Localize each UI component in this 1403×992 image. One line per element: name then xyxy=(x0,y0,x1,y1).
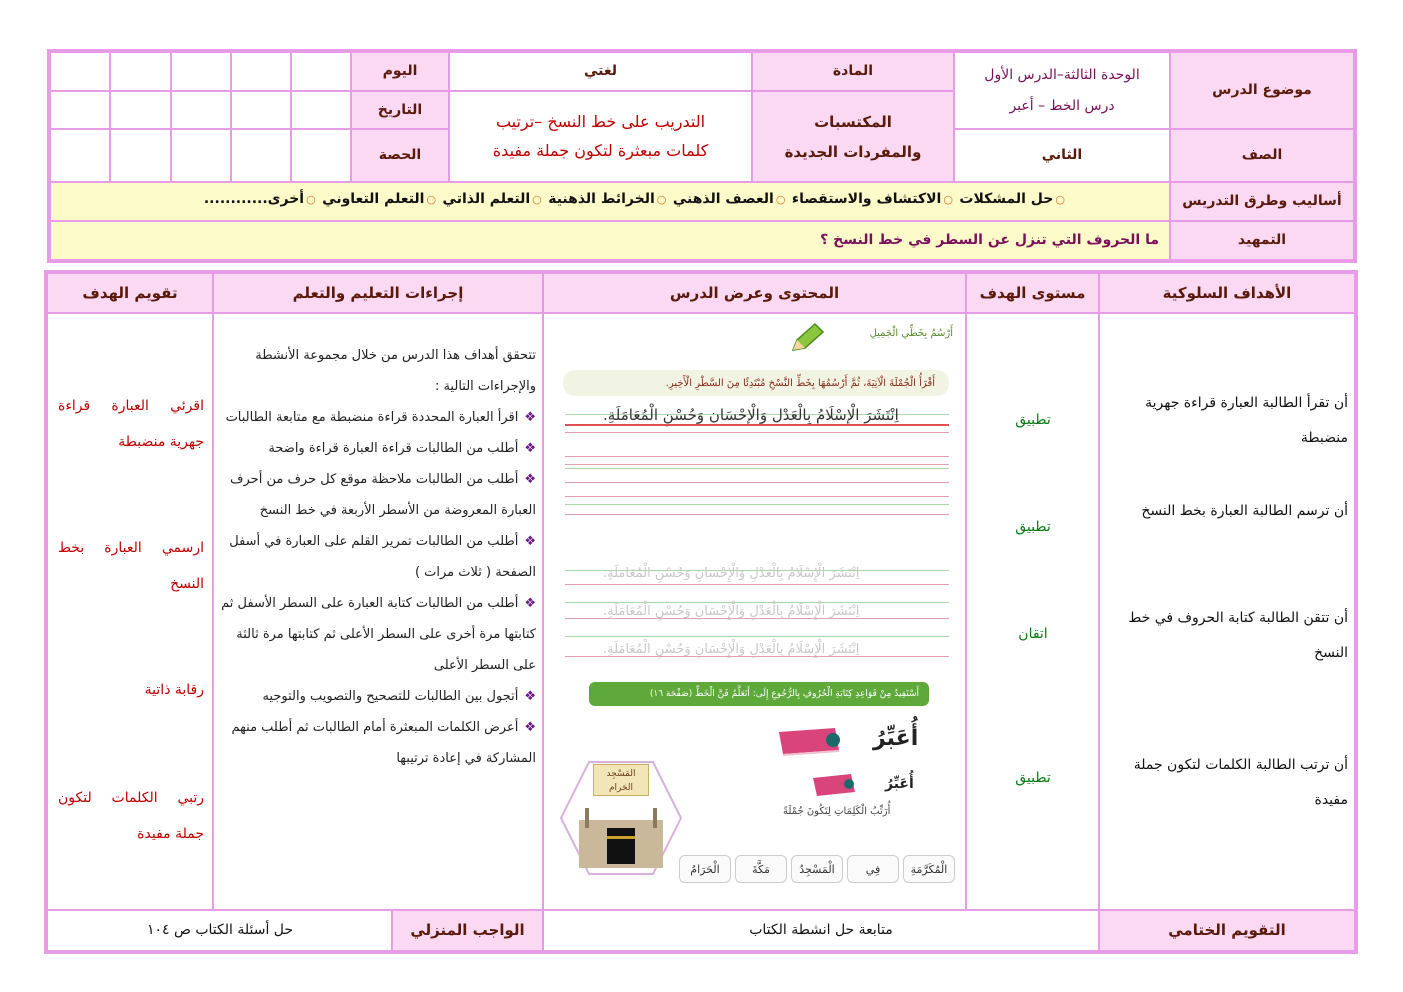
word-box: مَكَّةَ xyxy=(735,855,787,883)
empty-cell xyxy=(171,129,231,182)
procedure-item: ❖أطلب من الطالبات تمرير القلم على العبارة في أسفل الصفحة ( ثلاث مرات ) xyxy=(229,534,536,580)
guide-line xyxy=(565,482,949,483)
guide-line xyxy=(565,432,949,433)
method-item: التعلم الذاتي xyxy=(442,191,531,207)
period-label: الحصة xyxy=(351,129,449,182)
textbook-page xyxy=(553,318,959,885)
word-box: الْمَسْجِدُ xyxy=(791,855,843,883)
guide-line xyxy=(565,424,949,426)
level-column xyxy=(966,313,1099,910)
empty-cell xyxy=(50,52,110,91)
subject-label: المادة xyxy=(752,52,954,91)
method-item: حل المشكلات xyxy=(959,191,1054,207)
option-circle-icon: ○ xyxy=(306,193,316,206)
guide-line xyxy=(565,456,949,457)
lesson-topic-label: موضوع الدرس xyxy=(1170,52,1354,129)
method-item: العصف الذهني xyxy=(672,191,774,207)
express-task: أُرَتِّبُ الْكَلِمَاتِ لِتَكُونَ جُمْلَةً xyxy=(783,806,891,817)
lesson-topic-line-2: درس الخط – أعبر xyxy=(1009,97,1115,114)
evaluation-item: رتبي الكلمات لتكون جملة مفيدة xyxy=(58,790,204,842)
diamond-bullet-icon: ❖ xyxy=(524,441,536,456)
vocab-label: المكتسبات والمفردات الجديدة xyxy=(752,91,954,182)
express-title-small: أُعَبِّرُ xyxy=(885,776,914,792)
empty-cell xyxy=(231,52,291,91)
level-item: تطبيق xyxy=(1015,412,1051,428)
method-item: التعلم التعاوني xyxy=(322,191,425,207)
guide-line xyxy=(565,636,949,637)
level-item: اتقان xyxy=(1018,626,1048,642)
diamond-bullet-icon: ❖ xyxy=(524,410,536,425)
guide-line xyxy=(565,514,949,515)
model-sentence: اِنْتَشَرَ الْإِسْلَامُ بِالْعَدْلِ وَالْإِحْسَانِ وَحُسْنِ الْمُعَامَلَةِ. xyxy=(603,406,899,424)
homework-label: الواجب المنزلي xyxy=(392,910,543,951)
vocab-line-1: التدريب على خط النسخ –ترتيب xyxy=(495,111,706,131)
evaluation-header: تقويم الهدف xyxy=(47,273,213,313)
evaluation-item: رقابة ذاتية xyxy=(144,682,204,698)
procedure-item: ❖أطلب من الطالبات كتابة العبارة على السطر الأسفل ثم كتابتها مرة أخرى على السطر الأعلى ثم كتابتها مرة ثالثة على السطر الأعلى xyxy=(221,596,536,673)
book-icon xyxy=(811,770,865,800)
lesson-topic-value xyxy=(954,52,1170,129)
procedure-item: ❖أعرض الكلمات المبعثرة أمام الطالبات ثم أطلب منهم المشاركة في إعادة ترتيبها xyxy=(231,720,536,766)
option-circle-icon: ○ xyxy=(426,193,437,206)
word-box: الْحَرَامُ xyxy=(679,855,731,883)
guide-line xyxy=(565,584,949,585)
evaluation-item: ارسمي العبارة بخط النسخ xyxy=(58,540,204,592)
final-eval-value: متابعة حل انشطة الكتاب xyxy=(543,910,1099,951)
empty-cell xyxy=(291,91,351,129)
empty-cell xyxy=(50,91,110,129)
tip-banner: أَسْتَفِيدُ مِنْ قَوَاعِدِ كِتَابَةِ الْحُرُوفِ بِالرُّجُوعِ إِلَى: أَتَعَلَّمُ فَنَّ الْخَطِّ (صَفْحَة ١٦) xyxy=(589,682,929,706)
empty-cell xyxy=(110,91,171,129)
express-title-big: أُعَبِّرُ xyxy=(873,726,919,751)
option-circle-icon: ○ xyxy=(656,193,667,206)
goal-item: أن تقرأ الطالبة العبارة قراءة جهرية منضبطة xyxy=(1145,395,1348,446)
methods-list xyxy=(204,191,1067,207)
option-circle-icon: ○ xyxy=(943,193,953,206)
pencil-icon xyxy=(787,322,827,354)
subject-value: لغتي xyxy=(449,52,752,91)
level-item: تطبيق xyxy=(1015,519,1051,535)
guide-line xyxy=(565,602,949,603)
goal-item: أن ترسم الطالبة العبارة بخط النسخ xyxy=(1141,503,1348,519)
lesson-topic-line-1: الوحدة الثالثة–الدرس الأول xyxy=(984,66,1140,83)
diamond-bullet-icon: ❖ xyxy=(524,472,536,487)
procedure-item: ❖اقرأ العبارة المحددة قراءة منضبطة مع متابعة الطالبات xyxy=(225,410,536,425)
option-circle-icon: ○ xyxy=(1055,193,1065,206)
word-box: فِي xyxy=(847,855,899,883)
guide-line xyxy=(565,496,949,497)
diamond-bullet-icon: ❖ xyxy=(524,596,536,611)
option-circle-icon: ○ xyxy=(532,193,542,206)
guide-line xyxy=(565,504,949,505)
diamond-bullet-icon: ❖ xyxy=(524,534,536,549)
vocab-line-2: كلمات مبعثرة لتكون جملة مفيدة xyxy=(492,140,709,160)
empty-cell xyxy=(231,91,291,129)
empty-cell xyxy=(291,129,351,182)
grade-value: الثاني xyxy=(954,129,1170,182)
intro-value: ما الحروف التي تنزل عن السطر في خط النسخ ؟ xyxy=(50,221,1170,260)
grade-label: الصف xyxy=(1170,129,1354,182)
methods-label: أساليب وطرق التدريس xyxy=(1170,182,1354,221)
empty-cell xyxy=(50,129,110,182)
guide-line xyxy=(565,464,949,465)
day-label: اليوم xyxy=(351,52,449,91)
guide-line xyxy=(565,618,949,619)
trace-sentence: اِنْتَشَرَ الْإِسْلَامُ بِالْعَدْلِ وَالْإِحْسَانِ وَحُسْنِ الْمُعَامَلَةِ. xyxy=(603,642,860,657)
empty-cell xyxy=(110,129,171,182)
option-circle-icon: ○ xyxy=(775,193,786,206)
evaluation-item: اقرئي العبارة قراءة جهرية منضبطة xyxy=(58,398,204,450)
method-item: الاكتشاف والاستقصاء xyxy=(791,191,942,207)
procedure-item: ❖أطلب من الطالبات ملاحظة موقع كل حرف من أحرف العبارة المعروضة من الأسطر الأربعة في خط النسخ xyxy=(230,472,536,518)
goals-header: الأهداف السلوكية xyxy=(1099,273,1355,313)
empty-cell xyxy=(110,52,171,91)
intro-label: التمهيد xyxy=(1170,221,1354,260)
instruction-banner: أَقْرَأُ الْجُمْلَةَ الْآتِيَةَ، ثُمَّ أَرْسُمُهَا بِخَطِّ النَّسْخِ مُبْتَدِئًا مِنَ السَّطْرِ الْأَخِيرِ. xyxy=(563,370,949,396)
procedure-item: ❖أطلب من الطالبات قراءة العبارة قراءة واضحة xyxy=(268,441,536,456)
goal-item: أن ترتب الطالبة الكلمات لتكون جملة مفيدة xyxy=(1133,757,1348,808)
textbook-title: أَرْسُمُ بِخَطِّي الْجَمِيلِ xyxy=(869,328,953,339)
level-item: تطبيق xyxy=(1015,770,1051,786)
kaaba-label: المَسْجِد الحَرام xyxy=(593,764,649,796)
book-icon xyxy=(775,722,855,758)
diamond-bullet-icon: ❖ xyxy=(524,720,536,735)
empty-cell xyxy=(231,129,291,182)
content-header: المحتوى وعرض الدرس xyxy=(543,273,966,313)
vocab-value xyxy=(449,91,752,182)
procedure-item: ❖أتجول بين الطالبات للتصحيح والتصويب والتوجيه xyxy=(262,689,536,704)
procedures-header: إجراءات التعليم والتعلم xyxy=(213,273,543,313)
homework-value: حل أسئلة الكتاب ص ١٠٤ xyxy=(146,922,294,938)
trace-sentence: اِنْتَشَرَ الْإِسْلَامُ بِالْعَدْلِ وَالْإِحْسَانِ وَحُسْنِ الْمُعَامَلَةِ. xyxy=(603,604,860,619)
level-header: مستوى الهدف xyxy=(966,273,1099,313)
diamond-bullet-icon: ❖ xyxy=(524,689,536,704)
procedures-list xyxy=(220,340,536,774)
method-item: أخرى............ xyxy=(203,191,305,207)
final-eval-label: التقويم الختامي xyxy=(1099,910,1355,951)
empty-cell xyxy=(171,91,231,129)
date-label: التاريخ xyxy=(351,91,449,129)
guide-line xyxy=(565,656,949,657)
empty-cell xyxy=(291,52,351,91)
guide-line xyxy=(565,468,949,469)
trace-sentence: اِنْتَشَرَ الْإِسْلَامُ بِالْعَدْلِ وَالْإِحْسَانِ وَحُسْنِ الْمُعَامَلَةِ. xyxy=(603,566,860,581)
goal-item: أن تتقن الطالبة كتابة الحروف في خط النسخ xyxy=(1128,610,1348,661)
empty-cell xyxy=(171,52,231,91)
procedures-intro: تتحقق أهداف هذا الدرس من خلال مجموعة الأنشطة والإجراءات التالية : xyxy=(255,348,536,394)
method-item: الخرائط الذهنية xyxy=(548,191,655,207)
word-box: الْمُكَرَّمَةِ xyxy=(903,855,955,883)
